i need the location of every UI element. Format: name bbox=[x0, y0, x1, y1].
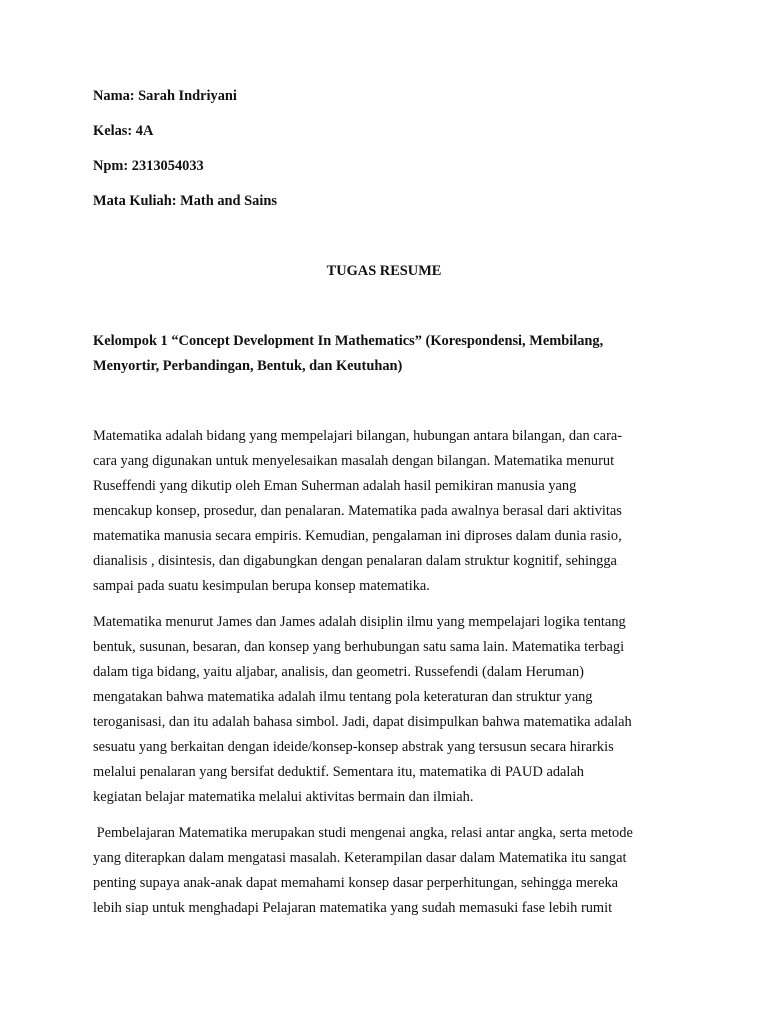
npm-field: Npm: 2313054033 bbox=[93, 158, 204, 174]
paragraph-line: lebih siap untuk menghadapi Pelajaran matematika yang sudah memasuki fase lebih rumit bbox=[93, 900, 613, 916]
class-field: Kelas: 4A bbox=[93, 123, 154, 139]
paragraph-line: mencakup konsep, prosedur, dan penalaran. Matematika pada awalnya berasal dari aktivitas bbox=[93, 503, 622, 519]
paragraph-line: Matematika menurut James dan James adalah disiplin ilmu yang mempelajari logika tentang bbox=[93, 614, 626, 630]
paragraph-line: matematika manusia secara empiris. Kemudian, pengalaman ini diproses dalam dunia rasio, bbox=[93, 528, 622, 544]
subtitle-line: Menyortir, Perbandingan, Bentuk, dan Keutuhan) bbox=[93, 358, 403, 374]
paragraph-line: Pembelajaran Matematika merupakan studi mengenai angka, relasi antar angka, serta metode bbox=[93, 825, 633, 841]
paragraph-line: sesuatu yang berkaitan dengan ideide/konsep-konsep abstrak yang tersusun secara hirarkis bbox=[93, 739, 614, 755]
paragraph-line: yang diterapkan dalam mengatasi masalah. Keterampilan dasar dalam Matematika itu sangat bbox=[93, 850, 627, 866]
paragraph-line: kegiatan belajar matematika melalui aktivitas bermain dan ilmiah. bbox=[93, 789, 474, 805]
paragraph-line: melalui penalaran yang bersifat deduktif. Sementara itu, matematika di PAUD adalah bbox=[93, 764, 584, 780]
subtitle-line: Kelompok 1 “Concept Development In Mathematics” (Korespondensi, Membilang, bbox=[93, 333, 604, 349]
paragraph-line: bentuk, susunan, besaran, dan konsep yang berhubungan satu sama lain. Matematika terbagi bbox=[93, 639, 625, 655]
course-field: Mata Kuliah: Math and Sains bbox=[93, 193, 277, 209]
student-name: Nama: Sarah Indriyani bbox=[93, 88, 237, 104]
paragraph-line: Matematika adalah bidang yang mempelajari bilangan, hubungan antara bilangan, dan cara- bbox=[93, 428, 623, 444]
paragraph-line: penting supaya anak-anak dapat memahami konsep dasar perperhitungan, sehingga mereka bbox=[93, 875, 619, 891]
paragraph-line: dianalisis , disintesis, dan digabungkan dengan penalaran dalam struktur kognitif, sehingga bbox=[93, 553, 617, 569]
document-title: TUGAS RESUME bbox=[326, 263, 442, 279]
paragraph-line: dalam tiga bidang, yaitu aljabar, analisis, dan geometri. Russefendi (dalam Heruman) bbox=[93, 664, 584, 680]
paragraph-line: cara yang digunakan untuk menyelesaikan masalah dengan bilangan. Matematika menurut bbox=[93, 453, 615, 469]
paragraph-line: Ruseffendi yang dikutip oleh Eman Suherman adalah hasil pemikiran manusia yang bbox=[93, 478, 577, 494]
paragraph-line: mengatakan bahwa matematika adalah ilmu tentang pola keteraturan dan struktur yang bbox=[93, 689, 593, 705]
paragraph-line: sampai pada suatu kesimpulan berupa konsep matematika. bbox=[93, 578, 430, 594]
paragraph-line: teroganisasi, dan itu adalah bahasa simbol. Jadi, dapat disimpulkan bahwa matematika adalah bbox=[93, 714, 632, 730]
